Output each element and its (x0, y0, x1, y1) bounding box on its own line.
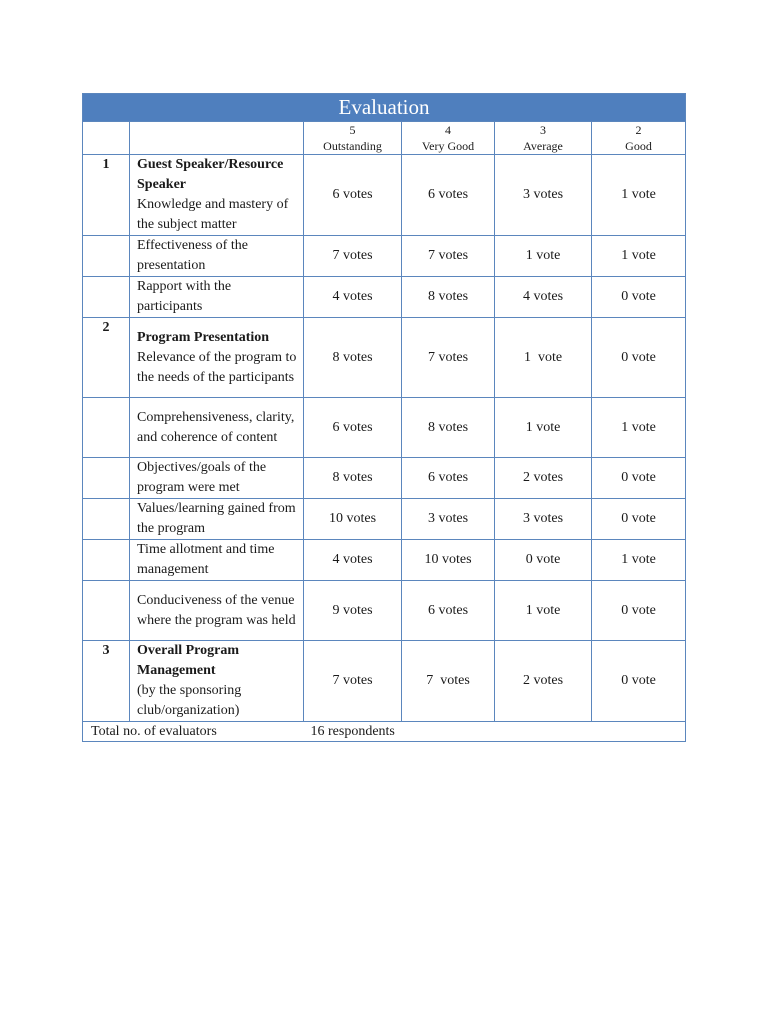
criterion-text: Objectives/goals of the program were met (137, 460, 267, 495)
vote-cell: 7 votes (402, 641, 495, 722)
vote-cell: 0 vote (495, 540, 592, 581)
rating-header-4 (402, 122, 495, 155)
criterion-cell (130, 318, 304, 398)
empty-header-cell (83, 122, 130, 155)
vote-cell: 1 vote (495, 318, 592, 398)
section-header: Guest Speaker/Resource Speaker (137, 157, 284, 192)
section-number (83, 581, 130, 641)
rating-header-5 (304, 122, 402, 155)
section-number: 3 (83, 641, 130, 722)
vote-cell: 6 votes (304, 155, 402, 236)
table-row (83, 641, 686, 722)
criterion-cell (130, 641, 304, 722)
section-number (83, 540, 130, 581)
vote-cell: 0 vote (592, 581, 686, 641)
section-number: 2 (83, 318, 130, 398)
vote-cell: 3 votes (495, 155, 592, 236)
criterion-cell (130, 155, 304, 236)
vote-cell: 0 vote (592, 318, 686, 398)
vote-cell: 8 votes (304, 318, 402, 398)
rating-header-3 (495, 122, 592, 155)
vote-cell: 6 votes (304, 398, 402, 458)
rating-score: 5 (349, 123, 356, 137)
vote-cell: 4 votes (495, 277, 592, 318)
vote-cell: 0 vote (592, 277, 686, 318)
criterion-text: Effectiveness of the presentation (137, 238, 248, 273)
criterion-cell (130, 458, 304, 499)
criterion-cell (130, 581, 304, 641)
vote-cell: 7 votes (402, 236, 495, 277)
table-row (83, 155, 686, 236)
rating-label: Average (523, 139, 563, 153)
vote-cell: 1 vote (495, 398, 592, 458)
vote-cell: 3 votes (402, 499, 495, 540)
rating-score: 2 (635, 123, 642, 137)
criterion-cell (130, 398, 304, 458)
section-number (83, 398, 130, 458)
criterion-cell (130, 499, 304, 540)
criterion-cell (130, 236, 304, 277)
vote-cell: 1 vote (592, 540, 686, 581)
empty-header-cell (130, 122, 304, 155)
vote-cell: 4 votes (304, 277, 402, 318)
rating-label: Good (625, 139, 652, 153)
criterion-text: Comprehensiveness, clarity, and coherence of content (137, 409, 295, 445)
footer-row (83, 722, 686, 742)
vote-cell: 7 votes (304, 236, 402, 277)
rating-label: Very Good (421, 139, 475, 153)
table-row (83, 540, 686, 581)
rating-header-2 (592, 122, 686, 155)
section-header: Overall Program Management (137, 643, 239, 678)
footer-label: Total no. of evaluators (83, 722, 304, 742)
vote-cell: 6 votes (402, 581, 495, 641)
criterion-text: Time allotment and time management (137, 542, 275, 577)
table-row (83, 458, 686, 499)
evaluation-body (83, 155, 686, 722)
vote-cell: 3 votes (495, 499, 592, 540)
vote-cell: 0 vote (592, 499, 686, 540)
section-header: Program Presentation (137, 329, 270, 345)
footer-value: 16 respondents (304, 722, 686, 742)
rating-score: 3 (540, 123, 546, 137)
table-row (83, 277, 686, 318)
table-title: Evaluation (83, 94, 686, 122)
criterion-text: (by the sponsoring club/organization) (137, 683, 242, 718)
section-number (83, 236, 130, 277)
vote-cell: 1 vote (592, 155, 686, 236)
vote-cell: 0 vote (592, 641, 686, 722)
vote-cell: 7 votes (304, 641, 402, 722)
criterion-cell (130, 277, 304, 318)
table-row (83, 318, 686, 398)
table-row (83, 398, 686, 458)
table-row (83, 236, 686, 277)
rating-label: Outstanding (323, 139, 382, 153)
vote-cell: 2 votes (495, 458, 592, 499)
vote-cell: 6 votes (402, 155, 495, 236)
rating-header-row (83, 122, 686, 155)
vote-cell: 10 votes (402, 540, 495, 581)
rating-score: 4 (445, 123, 451, 137)
vote-cell: 6 votes (402, 458, 495, 499)
vote-cell: 2 votes (495, 641, 592, 722)
table-row (83, 581, 686, 641)
vote-cell: 1 vote (495, 236, 592, 277)
criterion-text: Conduciveness of the venue where the program was held (137, 592, 296, 628)
vote-cell: 0 vote (592, 458, 686, 499)
vote-cell: 8 votes (304, 458, 402, 499)
vote-cell: 7 votes (402, 318, 495, 398)
vote-cell: 4 votes (304, 540, 402, 581)
section-number (83, 458, 130, 499)
vote-cell: 1 vote (592, 236, 686, 277)
evaluation-table (82, 93, 686, 742)
criterion-text: Rapport with the participants (137, 279, 232, 314)
criterion-text: Relevance of the program to the needs of the participants (137, 349, 297, 385)
criterion-cell (130, 540, 304, 581)
evaluation-table-container (82, 93, 685, 742)
vote-cell: 1 vote (495, 581, 592, 641)
section-number (83, 499, 130, 540)
vote-cell: 1 vote (592, 398, 686, 458)
table-row (83, 499, 686, 540)
section-number (83, 277, 130, 318)
vote-cell: 9 votes (304, 581, 402, 641)
vote-cell: 8 votes (402, 398, 495, 458)
vote-cell: 8 votes (402, 277, 495, 318)
criterion-text: Knowledge and mastery of the subject matter (137, 197, 289, 232)
criterion-text: Values/learning gained from the program (137, 501, 296, 536)
section-number: 1 (83, 155, 130, 236)
vote-cell: 10 votes (304, 499, 402, 540)
